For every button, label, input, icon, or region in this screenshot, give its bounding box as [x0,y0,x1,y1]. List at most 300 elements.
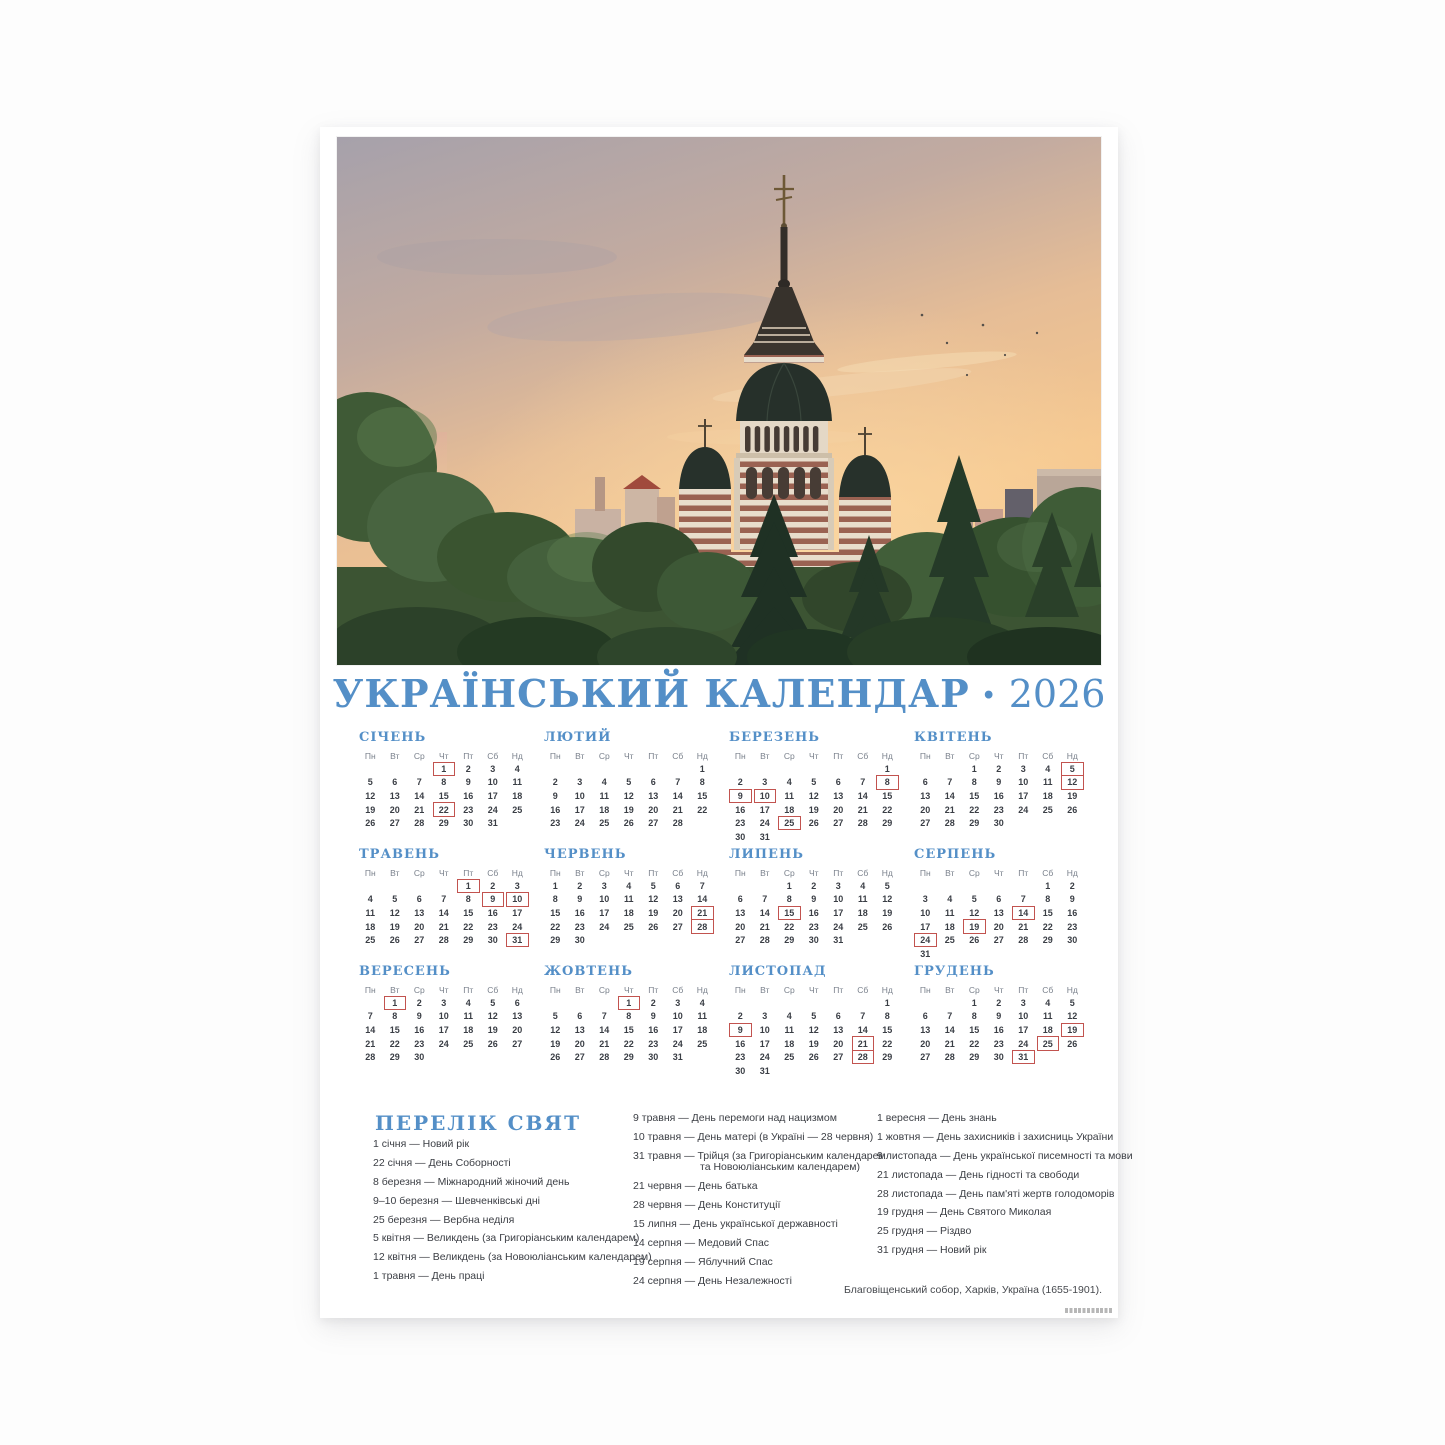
empty-cell [802,996,827,1010]
holiday-item: 5 квітня — Великдень (за Григоріанським календарем) [373,1232,640,1245]
day-cell: 10 [1018,777,1029,788]
weekday-label: Чт [438,750,449,761]
day-cell: 18 [599,804,610,815]
weekday-label: Ср [968,750,980,761]
weekday-label: Сб [857,750,869,761]
day-cell: 12 [365,790,376,801]
day-cell: 19 [365,804,376,815]
empty-cell [851,762,876,776]
month-name: СІЧЕНЬ [359,730,427,745]
day-cell: 16 [574,907,585,918]
day-cell-holiday: 19 [1060,1023,1085,1037]
day-cell: 3 [762,777,768,788]
empty-cell [543,996,568,1010]
day-cell: 16 [487,907,498,918]
day-cell: 17 [512,907,523,918]
day-cell: 5 [1069,997,1075,1008]
print-mark [1065,1308,1112,1313]
day-cell: 14 [365,1024,376,1035]
day-cell: 16 [1067,907,1078,918]
day-cell: 29 [969,1052,980,1063]
day-cell: 1 [971,997,977,1008]
weekday-label: Пт [833,750,844,761]
day-cell: 6 [514,997,520,1008]
day-cell: 25 [784,1052,795,1063]
day-cell: 19 [389,921,400,932]
day-cell: 1 [884,997,890,1008]
day-cell: 18 [463,1024,474,1035]
day-cell: 26 [365,818,376,829]
holidays-heading: ПЕРЕЛІК СВЯТ [375,1111,581,1135]
day-cell: 9 [577,894,583,905]
day-cell: 11 [697,1011,707,1022]
day-cell: 14 [697,894,708,905]
weekday-label: Пн [734,867,746,878]
day-cell: 16 [993,1024,1004,1035]
day-cell-holiday: 24 [913,933,938,947]
empty-cell [383,879,408,893]
day-cell: 27 [414,935,425,946]
day-cell: 13 [648,790,659,801]
day-cell: 7 [1020,894,1026,905]
empty-cell [753,996,778,1010]
day-cell: 21 [438,921,449,932]
day-cell: 8 [1045,894,1051,905]
day-cell-holiday: 31 [1011,1050,1036,1064]
day-cell: 26 [389,935,400,946]
month-name: ЖОВТЕНЬ [544,964,633,979]
day-cell: 11 [623,894,634,905]
empty-cell [358,996,383,1010]
day-cell: 29 [969,818,980,829]
weekday-label: Пт [648,867,659,878]
month-name: БЕРЕЗЕНЬ [729,730,820,745]
day-cell: 6 [737,894,743,905]
empty-cell [802,762,827,776]
weekday-label: Пн [919,867,931,878]
day-cell-holiday: 1 [456,879,481,893]
day-cell: 16 [808,907,819,918]
day-cell: 10 [574,790,585,801]
day-cell: 15 [463,907,474,918]
weekday-label: Чт [623,750,634,761]
day-cell: 20 [833,804,844,815]
day-cell: 14 [857,790,868,801]
day-cell: 29 [389,1052,400,1063]
day-cell: 24 [1018,1038,1029,1049]
weekday-label: Нд [511,750,523,761]
day-cell: 23 [993,804,1004,815]
day-cell: 5 [626,777,632,788]
day-cell: 8 [626,1011,632,1022]
day-cell: 15 [882,1024,893,1035]
weekday-label: Нд [881,867,893,878]
day-cell: 20 [672,907,683,918]
month-4 [913,731,1098,848]
day-cell: 24 [833,921,844,932]
day-cell: 2 [577,880,583,891]
day-cell: 11 [512,777,522,788]
holiday-item: 21 червня — День батька [633,1180,758,1193]
holiday-item: 22 січня — День Соборності [373,1156,511,1169]
day-cell: 21 [672,804,683,815]
day-cell: 11 [599,790,609,801]
day-cell: 12 [882,894,893,905]
day-cell: 28 [857,818,868,829]
day-cell: 19 [882,907,893,918]
day-cell: 24 [438,1038,449,1049]
holiday-item: 1 травня — День праці [373,1270,485,1283]
day-cell-holiday: 28 [690,920,715,934]
day-cell: 30 [808,935,819,946]
day-cell: 3 [601,880,607,891]
day-cell: 30 [648,1052,659,1063]
weekday-label: Ср [783,984,795,995]
day-cell: 12 [808,790,819,801]
weekday-label: Вт [575,867,585,878]
empty-cell [358,879,383,893]
day-cell: 15 [697,790,708,801]
holiday-item: 15 липня — День української державності [633,1217,838,1230]
day-cell: 22 [697,804,708,815]
holiday-item: 19 серпня — Яблучний Спас [633,1255,773,1268]
day-cell: 8 [699,777,705,788]
holiday-item: 10 травня — День матері (в Україні — 28 червня) [633,1130,874,1143]
day-cell: 25 [463,1038,474,1049]
day-cell: 3 [762,1011,768,1022]
day-cell: 6 [650,777,656,788]
day-cell: 28 [599,1052,610,1063]
day-cell: 28 [944,818,955,829]
day-cell: 3 [490,763,496,774]
holiday-item: 9 травня — День перемоги над нацизмом [633,1112,837,1124]
poster-title [320,673,1118,717]
day-cell: 8 [884,1011,890,1022]
day-cell: 23 [574,921,585,932]
day-cell: 26 [808,1052,819,1063]
weekday-label: Пт [833,984,844,995]
day-cell: 17 [438,1024,449,1035]
weekday-label: Пт [463,867,474,878]
empty-cell [728,996,753,1010]
month-3 [728,731,913,848]
month-6 [543,848,728,965]
day-cell: 29 [438,818,449,829]
day-cell: 9 [416,1011,422,1022]
day-cell: 9 [1069,894,1075,905]
day-cell: 12 [969,907,980,918]
day-cell: 12 [1067,1011,1078,1022]
day-cell: 25 [944,935,955,946]
day-cell: 26 [969,935,980,946]
day-cell: 29 [1042,935,1053,946]
day-cell: 19 [550,1038,561,1049]
day-cell: 26 [1067,1038,1078,1049]
weekday-label: Сб [487,750,499,761]
day-cell: 15 [1042,907,1053,918]
day-cell: 12 [623,790,634,801]
day-cell: 25 [697,1038,708,1049]
day-cell: 8 [465,894,471,905]
day-cell: 13 [389,790,400,801]
weekday-label: Вт [575,750,585,761]
day-cell: 10 [438,1011,449,1022]
day-cell: 31 [759,1065,770,1076]
day-cell: 4 [465,997,471,1008]
day-cell: 13 [735,907,746,918]
weekday-label: Ср [598,750,610,761]
day-cell: 5 [552,1011,558,1022]
day-cell: 28 [1018,935,1029,946]
empty-cell [432,879,457,893]
day-cell: 4 [601,777,607,788]
day-cell: 27 [648,818,659,829]
day-cell: 7 [675,777,681,788]
day-cell: 17 [574,804,585,815]
day-cell: 16 [463,790,474,801]
day-cell: 6 [996,894,1002,905]
weekday-label: Ср [598,867,610,878]
day-cell: 21 [857,804,868,815]
day-cell: 20 [574,1038,585,1049]
empty-cell [826,996,851,1010]
weekday-label: Ср [413,750,425,761]
weekday-label: Пн [364,984,376,995]
day-cell-holiday: 19 [962,920,987,934]
weekday-label: Пт [463,750,474,761]
empty-cell [938,762,963,776]
day-cell: 8 [441,777,447,788]
day-cell: 18 [512,790,523,801]
weekday-label: Сб [487,984,499,995]
holiday-item: 14 серпня — Медовий Спас [633,1236,770,1249]
day-cell: 16 [648,1024,659,1035]
holiday-item: 31 травня — Трійця (за Григоріанським календарем та Новоюліанським календарем) [633,1149,886,1174]
day-cell: 6 [835,777,841,788]
day-cell-holiday: 14 [1011,906,1036,920]
day-cell: 24 [1018,804,1029,815]
day-cell: 27 [389,818,400,829]
day-cell: 26 [550,1052,561,1063]
day-cell: 17 [1018,790,1029,801]
day-cell: 20 [993,921,1004,932]
weekday-label: Ср [783,867,795,878]
day-cell: 10 [599,894,610,905]
day-cell: 27 [833,818,844,829]
day-cell: 4 [699,997,705,1008]
day-cell: 10 [672,1011,683,1022]
months-grid [358,731,1098,1082]
month-2 [543,731,728,848]
day-cell: 3 [922,894,928,905]
weekday-label: Нд [696,984,708,995]
day-cell: 5 [971,894,977,905]
day-cell: 24 [512,921,523,932]
empty-cell [728,879,753,893]
weekday-label: Пт [1018,750,1029,761]
day-cell: 30 [414,1052,425,1063]
day-cell: 15 [550,907,561,918]
weekday-label: Нд [881,750,893,761]
day-cell: 10 [833,894,844,905]
day-cell: 28 [365,1052,376,1063]
weekday-label: Сб [1042,867,1054,878]
day-cell: 4 [626,880,632,891]
weekday-label: Пт [1018,984,1029,995]
day-cell: 14 [414,790,425,801]
day-cell: 5 [490,997,496,1008]
day-cell: 14 [438,907,449,918]
empty-cell [543,762,568,776]
empty-cell [358,762,383,776]
day-cell: 19 [808,804,819,815]
weekday-label: Нд [696,750,708,761]
day-cell: 11 [463,1011,473,1022]
day-cell: 15 [389,1024,400,1035]
weekday-label: Ср [783,750,795,761]
day-cell: 18 [365,921,376,932]
weekday-label: Ср [413,984,425,995]
day-cell: 18 [784,1038,795,1049]
weekday-label: Сб [857,867,869,878]
day-cell: 27 [920,1052,931,1063]
day-cell: 23 [808,921,819,932]
day-cell: 25 [599,818,610,829]
weekday-label: Сб [672,750,684,761]
day-cell: 27 [735,935,746,946]
day-cell: 18 [1042,790,1053,801]
weekday-label: Пн [549,867,561,878]
weekday-label: Вт [390,750,400,761]
day-cell: 7 [947,1011,953,1022]
day-cell: 26 [648,921,659,932]
day-cell: 2 [1069,880,1075,891]
day-cell: 11 [784,1024,794,1035]
day-cell-holiday: 9 [728,1023,753,1037]
empty-cell [641,762,666,776]
holiday-item: 12 квітня — Великдень (за Новоюліанським календарем) [373,1251,652,1264]
day-cell: 21 [599,1038,610,1049]
empty-cell [407,762,432,776]
day-cell: 7 [441,894,447,905]
day-cell: 13 [414,907,425,918]
day-cell: 5 [811,1011,817,1022]
day-cell: 25 [623,921,634,932]
day-cell: 22 [550,921,561,932]
holiday-item: 28 червня — День Конституції [633,1199,781,1212]
weekday-label: Вт [945,984,955,995]
weekday-label: Чт [808,984,819,995]
day-cell: 21 [944,804,955,815]
day-cell: 2 [737,1011,743,1022]
day-cell: 14 [857,1024,868,1035]
month-1 [358,731,543,848]
month-name: КВІТЕНЬ [914,730,993,745]
empty-cell [987,879,1012,893]
weekday-label: Пт [833,867,844,878]
weekday-label: Чт [993,984,1004,995]
weekday-label: Чт [623,984,634,995]
day-cell: 27 [574,1052,585,1063]
day-cell: 15 [438,790,449,801]
day-cell: 20 [389,804,400,815]
day-cell: 18 [623,907,634,918]
holidays-column-3 [877,1112,1133,1264]
day-cell: 7 [947,777,953,788]
day-cell: 15 [623,1024,634,1035]
day-cell: 2 [996,763,1002,774]
day-cell: 10 [1018,1011,1029,1022]
month-5 [358,848,543,965]
weekday-label: Пн [364,867,376,878]
day-cell: 14 [944,790,955,801]
day-cell: 22 [969,1038,980,1049]
day-cell: 3 [514,880,520,891]
holiday-item: 25 березня — Вербна неділя [373,1213,515,1226]
day-cell: 30 [735,831,746,842]
day-cell: 20 [648,804,659,815]
day-cell: 9 [996,777,1002,788]
empty-cell [568,996,593,1010]
empty-cell [962,879,987,893]
weekday-label: Чт [623,867,634,878]
month-8 [913,848,1098,965]
day-cell: 1 [552,880,558,891]
day-cell: 4 [860,880,866,891]
day-cell: 3 [675,997,681,1008]
day-cell: 27 [512,1038,523,1049]
day-cell: 30 [993,818,1004,829]
day-cell-holiday: 12 [1060,776,1085,790]
day-cell: 17 [487,790,498,801]
day-cell: 4 [947,894,953,905]
day-cell: 11 [1042,1011,1053,1022]
day-cell: 24 [574,818,585,829]
day-cell: 12 [487,1011,498,1022]
day-cell-holiday: 1 [617,996,642,1010]
day-cell: 3 [1020,997,1026,1008]
empty-cell [1011,879,1036,893]
empty-cell [666,762,691,776]
day-cell: 23 [735,818,746,829]
day-cell: 27 [672,921,683,932]
weekday-label: Чт [438,867,449,878]
day-cell: 28 [759,935,770,946]
day-cell: 3 [835,880,841,891]
holidays-column-1 [373,1138,652,1290]
weekday-label: Сб [487,867,499,878]
day-cell: 9 [465,777,471,788]
day-cell: 18 [784,804,795,815]
empty-cell [592,996,617,1010]
holiday-item: 31 грудня — Новий рік [877,1244,987,1257]
day-cell: 25 [1042,804,1053,815]
holiday-item: 1 жовтня — День захисників і захисниць України [877,1130,1114,1143]
day-cell: 15 [882,790,893,801]
day-cell: 24 [487,804,498,815]
day-cell: 23 [550,818,561,829]
day-cell: 24 [759,818,770,829]
weekday-label: Вт [945,750,955,761]
day-cell: 11 [784,790,794,801]
day-cell: 31 [487,818,498,829]
weekday-label: Пн [919,750,931,761]
cathedral-photo [337,137,1101,665]
day-cell: 31 [920,948,931,959]
day-cell: 19 [1067,790,1078,801]
day-cell: 23 [1067,921,1078,932]
empty-cell [592,762,617,776]
